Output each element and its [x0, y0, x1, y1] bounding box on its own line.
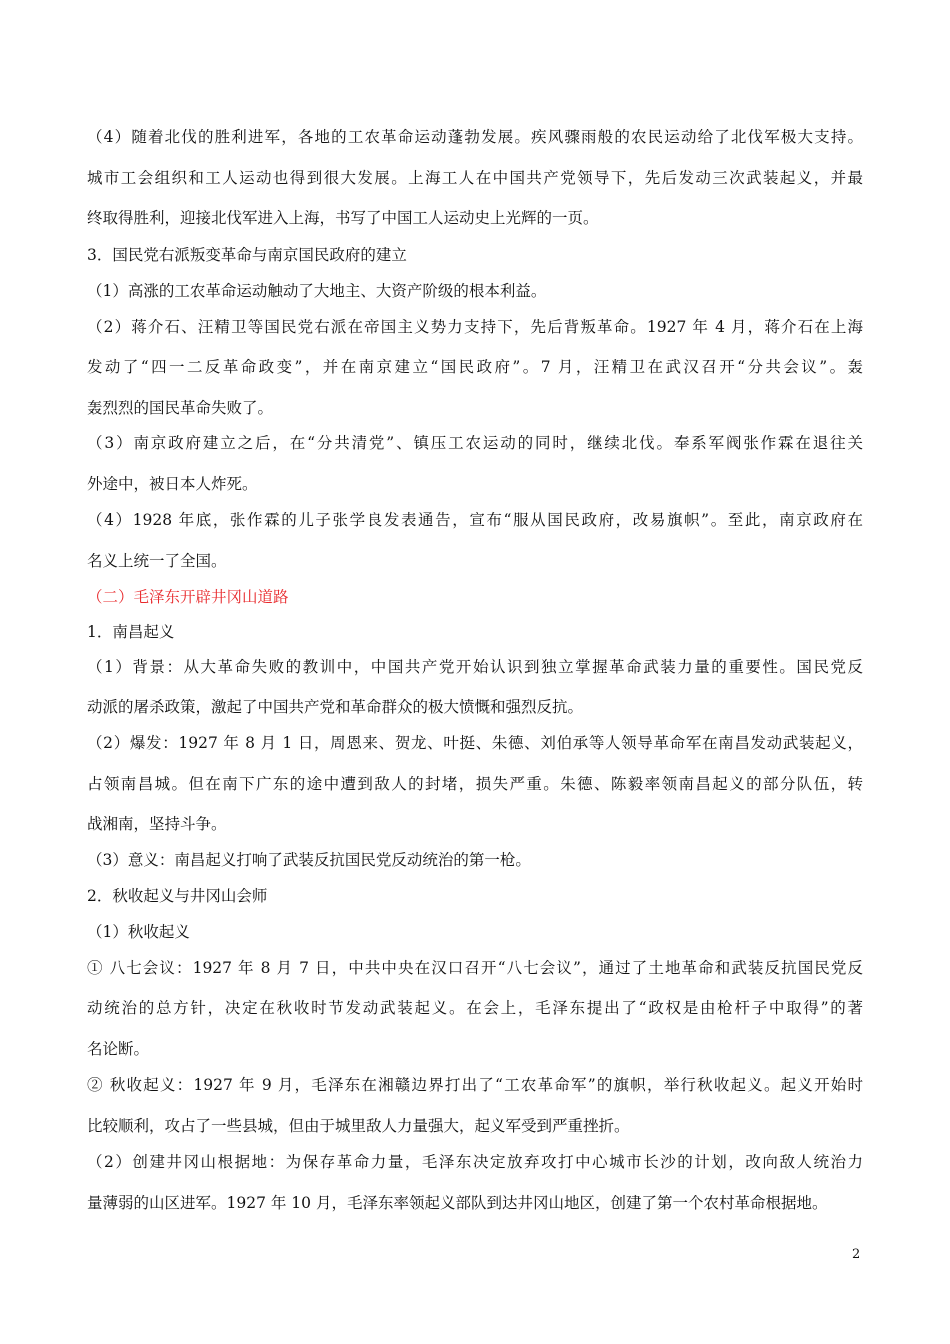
- paragraph-line: 终取得胜利，迎接北伐军进入上海，书写了中国工人运动史上光辉的一页。: [87, 209, 599, 227]
- paragraph-line: （4）1928 年底，张作霖的儿子张学良发表通告，宣布“服从国民政府，改易旗帜”。至此，南京政府在: [87, 511, 863, 529]
- paragraph-line: 3．国民党右派叛变革命与南京国民政府的建立: [87, 246, 407, 264]
- paragraph-line: 动统治的总方针，决定在秋收时节发动武装起义。在会上，毛泽东提出了“政权是由枪杆子中取得”的著: [87, 999, 863, 1017]
- paragraph-line: （3）南京政府建立之后，在“分共清党”、镇压工农运动的同时，继续北伐。奉系军阀张作霖在退往关: [87, 434, 863, 452]
- paragraph-line: 量薄弱的山区进军。1927 年 10 月，毛泽东率领起义部队到达井冈山地区，创建了第一个农村革命根据地。: [87, 1194, 828, 1212]
- paragraph-line: 轰烈烈的国民革命失败了。: [87, 399, 274, 417]
- paragraph-line: 名义上统一了全国。: [87, 552, 227, 570]
- paragraph-line: ① 八七会议：1927 年 8 月 7 日，中共中央在汉口召开“八七会议”，通过了土地革命和武装反抗国民党反: [87, 959, 863, 977]
- paragraph-line: 动派的屠杀政策，激起了中国共产党和革命群众的极大愤慨和强烈反抗。: [87, 698, 584, 716]
- paragraph-line: （1）秋收起义: [87, 923, 190, 941]
- paragraph-line: 名论断。: [87, 1040, 150, 1058]
- paragraph-line: 外途中，被日本人炸死。: [87, 475, 258, 493]
- paragraph-line: 发动了“四一二反革命政变”，并在南京建立“国民政府”。7 月，汪精卫在武汉召开“分共会议”。轰: [87, 358, 863, 376]
- paragraph-line: 2．秋收起义与井冈山会师: [87, 887, 268, 905]
- section-heading-line: （二）毛泽东开辟井冈山道路: [87, 588, 289, 606]
- paragraph-line: （1）背景：从大革命失败的教训中，中国共产党开始认识到独立掌握革命武装力量的重要性。国民党反: [87, 658, 863, 676]
- paragraph-line: （2）蒋介石、汪精卫等国民党右派在帝国主义势力支持下，先后背叛革命。1927 年 4 月，蒋介石在上海: [87, 318, 863, 336]
- paragraph-line: 比较顺利，攻占了一些县城，但由于城里敌人力量强大，起义军受到严重挫折。: [87, 1117, 630, 1135]
- paragraph-line: （2）创建井冈山根据地：为保存革命力量，毛泽东决定放弃攻打中心城市长沙的计划，改向敌人统治力: [87, 1153, 863, 1171]
- paragraph-line: （1）高涨的工农革命运动触动了大地主、大资产阶级的根本利益。: [87, 282, 547, 300]
- paragraph-line: （3）意义：南昌起义打响了武装反抗国民党反动统治的第一枪。: [87, 851, 531, 869]
- paragraph-line: 城市工会组织和工人运动也得到很大发展。上海工人在中国共产党领导下，先后发动三次武装起义，并最: [87, 169, 863, 187]
- paragraph-line: 1．南昌起义: [87, 623, 175, 641]
- paragraph-line: （2）爆发：1927 年 8 月 1 日，周恩来、贺龙、叶挺、朱德、刘伯承等人领导革命军在南昌发动武装起义，: [87, 734, 863, 752]
- paragraph-line: ② 秋收起义：1927 年 9 月，毛泽东在湘赣边界打出了“工农革命军”的旗帜，举行秋收起义。起义开始时: [87, 1076, 863, 1094]
- page-number: 2: [852, 1247, 861, 1262]
- paragraph-line: （4）随着北伐的胜利进军，各地的工农革命运动蓬勃发展。疾风骤雨般的农民运动给了北伐军极大支持。: [87, 128, 863, 146]
- paragraph-line: 战湘南，坚持斗争。: [87, 815, 227, 833]
- paragraph-line: 占领南昌城。但在南下广东的途中遭到敌人的封堵，损失严重。朱德、陈毅率领南昌起义的部分队伍，转: [87, 775, 863, 793]
